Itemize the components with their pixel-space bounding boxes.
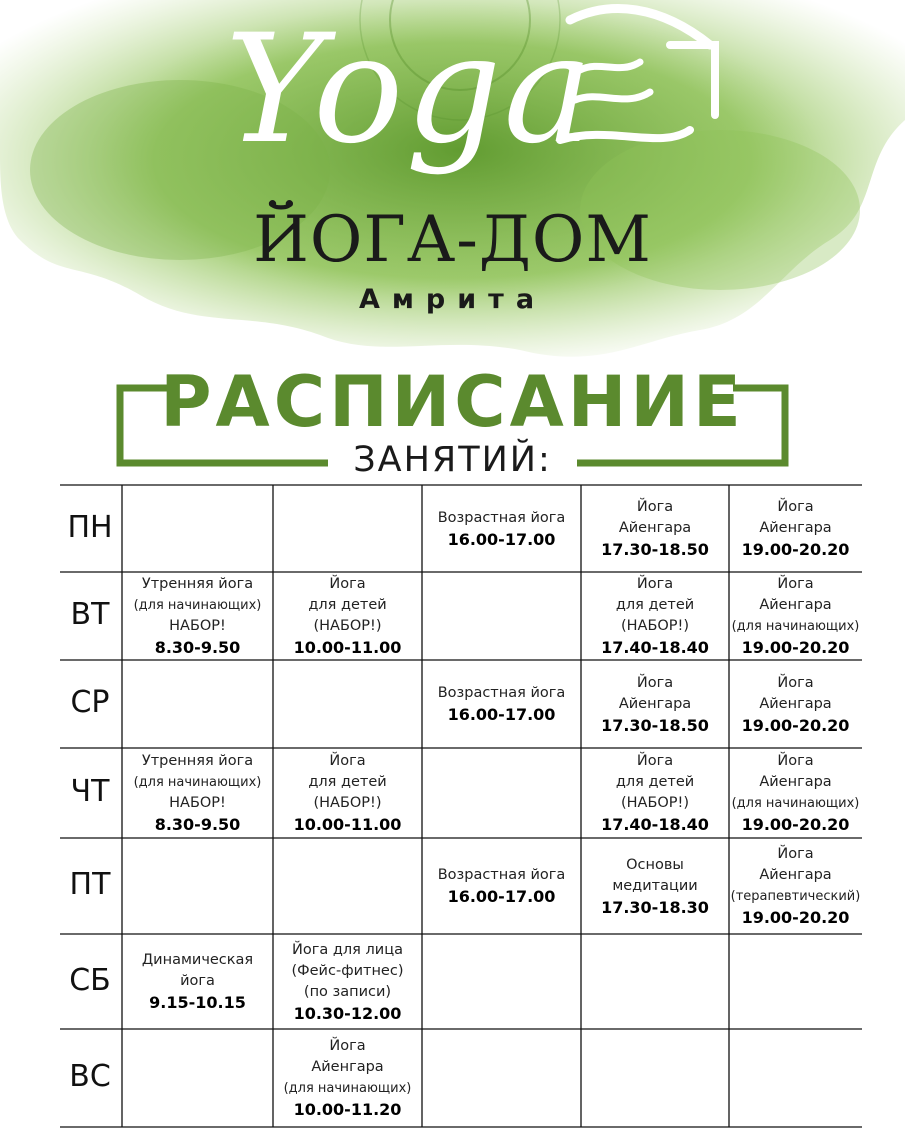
class-name-line: Йога xyxy=(777,846,814,862)
class-name-line: Йога xyxy=(636,753,674,769)
class-name-line: Айенгара xyxy=(618,695,692,712)
class-time: 17.30-18.50 xyxy=(601,540,709,559)
class-cell xyxy=(729,1029,862,1127)
class-name-line: (терапевтический) xyxy=(730,889,861,904)
class-name-line: Айенгара xyxy=(759,867,832,883)
class-cell xyxy=(422,1029,581,1127)
class-name-line: Йога xyxy=(777,576,814,592)
schedule-title: РАСПИСАНИЕ xyxy=(160,361,745,443)
class-cell xyxy=(273,838,422,934)
class-time: 19.00-20.20 xyxy=(741,540,850,559)
class-time: 16.00-17.00 xyxy=(447,705,556,724)
day-label: ПТ xyxy=(69,867,111,902)
class-name-line: Айенгара xyxy=(311,1059,384,1075)
class-name-line: для детей xyxy=(615,597,695,613)
class-cell xyxy=(273,748,422,838)
class-name-line: Йога xyxy=(329,576,366,592)
class-name-line: (НАБОР!) xyxy=(620,795,690,811)
class-cell xyxy=(122,572,273,660)
class-cell xyxy=(273,485,422,572)
class-cell xyxy=(273,572,422,660)
class-time: 17.40-18.40 xyxy=(601,638,709,657)
day-label: СР xyxy=(70,685,110,720)
class-time: 19.00-20.20 xyxy=(741,715,850,735)
class-name-line: (для начинающих) xyxy=(731,619,860,634)
class-cell xyxy=(422,485,581,572)
class-cell xyxy=(729,485,862,572)
class-name-line: Йога xyxy=(329,1038,366,1054)
class-name-line: (НАБОР!) xyxy=(313,618,382,634)
day-label: ВТ xyxy=(70,597,110,632)
class-time: 19.00-20.20 xyxy=(741,638,850,657)
class-cell xyxy=(273,1029,422,1127)
class-time: 10.00-11.00 xyxy=(293,638,402,657)
class-name-line: Йога xyxy=(777,674,814,691)
class-name-line: (для начинающих) xyxy=(731,796,860,811)
class-cell xyxy=(729,572,862,660)
class-cell xyxy=(122,838,273,934)
class-time: 9.15-10.15 xyxy=(149,993,246,1012)
day-label: ПН xyxy=(67,509,113,545)
class-name-line: (для начинающих) xyxy=(133,598,262,613)
class-time: 17.30-18.30 xyxy=(601,897,709,917)
class-cell xyxy=(422,934,581,1029)
class-name-line: (Фейс-фитнес) xyxy=(291,962,404,979)
class-name-line: (для начинающих) xyxy=(133,775,262,790)
class-time: 10.30-12.00 xyxy=(293,1003,402,1023)
class-cell xyxy=(581,660,729,748)
class-name-line: Айенгара xyxy=(759,597,832,613)
class-time: 19.00-20.20 xyxy=(741,815,850,834)
class-name-line: для детей xyxy=(308,774,387,790)
class-cell xyxy=(729,748,862,838)
studio-subtitle: Амрита xyxy=(358,284,547,315)
class-name-line: (НАБОР!) xyxy=(620,618,690,634)
yoga-pose-icon xyxy=(540,0,730,160)
class-name-line: Динамическая xyxy=(141,952,254,968)
class-name-line: йога xyxy=(180,973,215,989)
class-name-line: НАБОР! xyxy=(169,795,226,811)
day-label: ВС xyxy=(69,1059,111,1094)
class-name-line: для детей xyxy=(615,774,695,790)
class-name-line: Йога xyxy=(636,576,674,592)
class-name-line: Возрастная йога xyxy=(437,685,566,701)
class-name-line: Айенгара xyxy=(759,695,832,712)
class-name-line: Йога xyxy=(636,499,674,515)
class-name-line: Йога xyxy=(777,499,814,515)
class-cell xyxy=(581,572,729,660)
class-time: 10.00-11.00 xyxy=(293,815,402,834)
class-cell xyxy=(422,748,581,838)
class-name-line: Утренняя йога xyxy=(141,576,254,592)
class-cell xyxy=(122,934,273,1029)
class-name-line: медитации xyxy=(612,877,698,894)
class-cell xyxy=(273,660,422,748)
class-name-line: Айенгара xyxy=(618,520,692,536)
class-cell xyxy=(422,660,581,748)
class-cell xyxy=(729,934,862,1029)
yoga-logo-script: Yoga xyxy=(225,3,595,177)
class-time: 17.40-18.40 xyxy=(601,815,709,834)
day-label: СБ xyxy=(69,962,111,998)
class-cell xyxy=(729,660,862,748)
class-name-line: Возрастная йога xyxy=(437,509,566,526)
class-name-line: Утренняя йога xyxy=(141,753,254,769)
class-time: 8.30-9.50 xyxy=(154,815,241,834)
class-cell xyxy=(422,572,581,660)
class-cell xyxy=(581,485,729,572)
class-name-line: Йога xyxy=(777,753,814,769)
class-cell xyxy=(581,748,729,838)
class-cell xyxy=(273,934,422,1029)
class-name-line: (НАБОР!) xyxy=(313,795,382,811)
class-name-line: (для начинающих) xyxy=(283,1081,412,1096)
class-cell xyxy=(122,485,273,572)
class-time: 17.30-18.50 xyxy=(601,715,709,735)
class-cell xyxy=(122,1029,273,1127)
class-cell xyxy=(581,1029,729,1127)
class-cell xyxy=(122,660,273,748)
class-name-line: Основы xyxy=(626,856,684,873)
class-name-line: для детей xyxy=(308,597,387,613)
class-time: 16.00-17.00 xyxy=(447,529,556,549)
class-time: 8.30-9.50 xyxy=(154,638,241,657)
class-time: 10.00-11.20 xyxy=(293,1100,402,1119)
class-name-line: Возрастная йога xyxy=(437,867,566,883)
studio-title: ЙОГА-ДОМ xyxy=(253,203,652,277)
class-time: 16.00-17.00 xyxy=(447,887,556,906)
class-name-line: Йога для лица xyxy=(292,941,403,958)
class-name-line: Йога xyxy=(636,674,674,691)
class-cell xyxy=(581,838,729,934)
class-cell xyxy=(422,838,581,934)
class-cell xyxy=(122,748,273,838)
schedule-subtitle: ЗАНЯТИЙ: xyxy=(353,440,552,480)
class-name-line: (по записи) xyxy=(303,983,392,1000)
class-name-line: Айенгара xyxy=(759,774,832,790)
class-name-line: Айенгара xyxy=(759,520,832,536)
class-cell xyxy=(581,934,729,1029)
class-time: 19.00-20.20 xyxy=(741,908,850,927)
class-name-line: НАБОР! xyxy=(169,618,226,634)
class-name-line: Йога xyxy=(329,753,366,769)
day-label: ЧТ xyxy=(70,774,110,809)
class-cell xyxy=(729,838,862,934)
